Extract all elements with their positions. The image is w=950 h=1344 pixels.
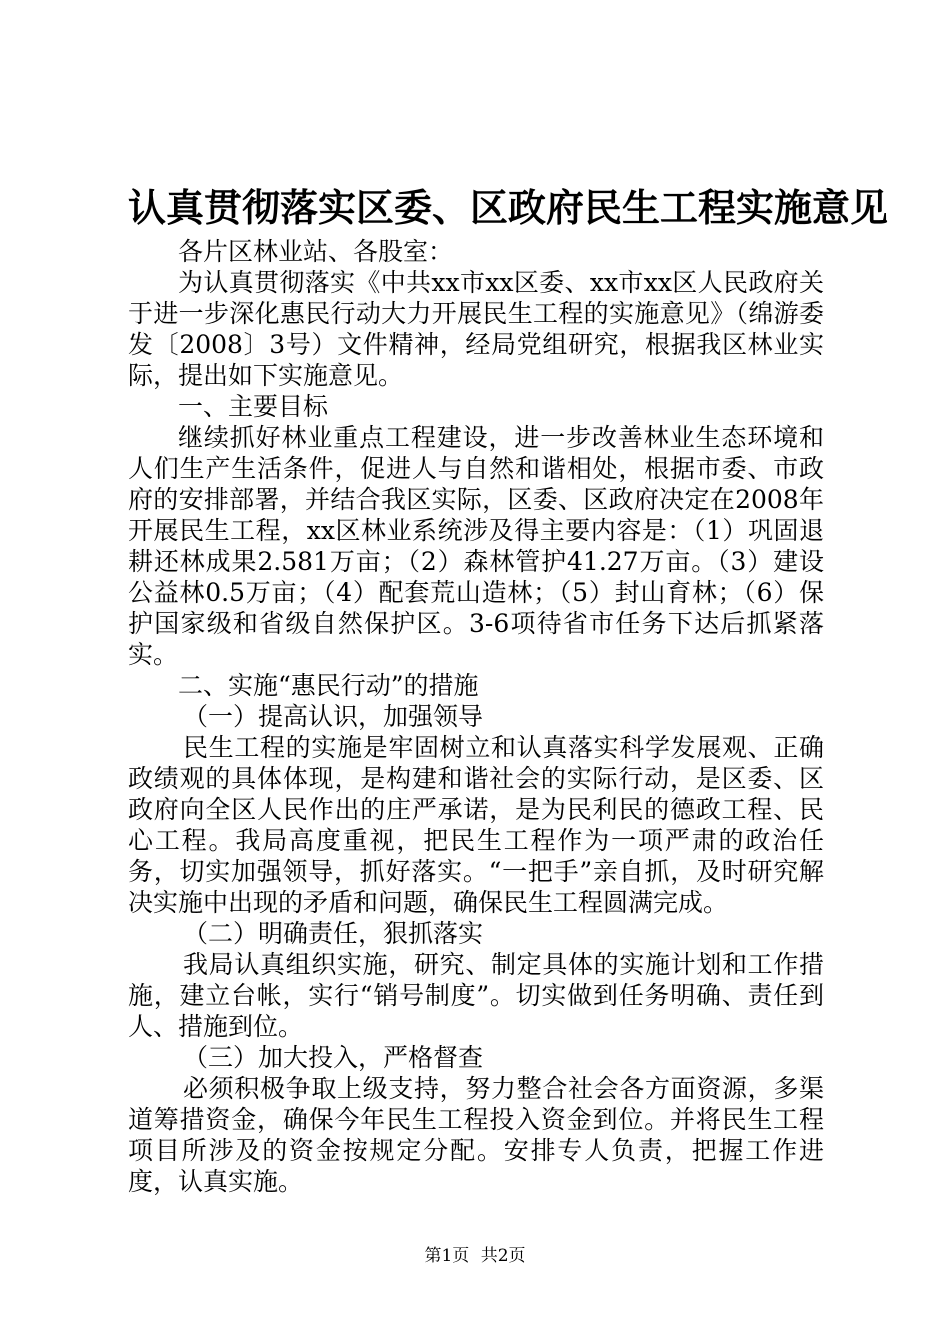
section-heading-goals: 一、主要目标 xyxy=(178,392,329,421)
goals-paragraph: 继续抓好林业重点工程建设，进一步改善林业生态环境和人们生产生活条件，促进人与自然和谐相处，根据市委、市政府的安排部署，并结合我区实际，区委、区政府决定在2008年开展民生工程，xx区林业系统涉及得主要内容是：（1）巩固退耕还林成果2.581万亩；（2）森林管护41.27万亩。（3）建设公益林0.5万亩；（4）配套荒山造林；（5）封山育林；（6）保护国家级和省级自然保护区。3-6项待省市任务下达后抓紧落实。 xyxy=(128,423,824,669)
document-title: 认真贯彻落实区委、区政府民生工程实施意见 xyxy=(128,185,889,230)
page-number-current: 第1页 xyxy=(424,1246,470,1266)
subheading-leadership: （一）提高认识，加强领导 xyxy=(183,702,484,731)
salutation: 各片区林业站、各股室： xyxy=(178,237,454,266)
responsibility-paragraph: 我局认真组织实施，研究、制定具体的实施计划和工作措施，建立台帐，实行“销号制度”。切实做到任务明确、责任到人、措施到位。 xyxy=(128,950,824,1041)
document-body xyxy=(128,236,824,1197)
subheading-investment: （三）加大投入，严格督查 xyxy=(183,1043,484,1072)
page-footer xyxy=(0,1244,950,1268)
subheading-responsibility: （二）明确责任，狠抓落实 xyxy=(183,919,484,948)
section-heading-measures: 二、实施“惠民行动”的措施 xyxy=(178,671,479,700)
leadership-paragraph: 民生工程的实施是牢固树立和认真落实科学发展观、正确政绩观的具体体现，是构建和谐社会的实际行动，是区委、区政府向全区人民作出的庄严承诺，是为民利民的德政工程、民心工程。我局高度重视，把民生工程作为一项严肃的政治任务，切实加强领导，抓好落实。“一把手”亲自抓，及时研究解决实施中出现的矛盾和问题，确保民生工程圆满完成。 xyxy=(128,733,824,917)
page-number-total: 共2页 xyxy=(480,1246,526,1266)
intro-paragraph: 为认真贯彻落实《中共xx市xx区委、xx市xx区人民政府关于进一步深化惠民行动大力开展民生工程的实施意见》（绵游委发〔2008〕3号）文件精神，经局党组研究，根据我区林业实际，提出如下实施意见。 xyxy=(128,268,824,390)
investment-paragraph: 必须积极争取上级支持，努力整合社会各方面资源，多渠道筹措资金，确保今年民生工程投入资金到位。并将民生工程项目所涉及的资金按规定分配。安排专人负责，把握工作进度，认真实施。 xyxy=(128,1074,824,1196)
